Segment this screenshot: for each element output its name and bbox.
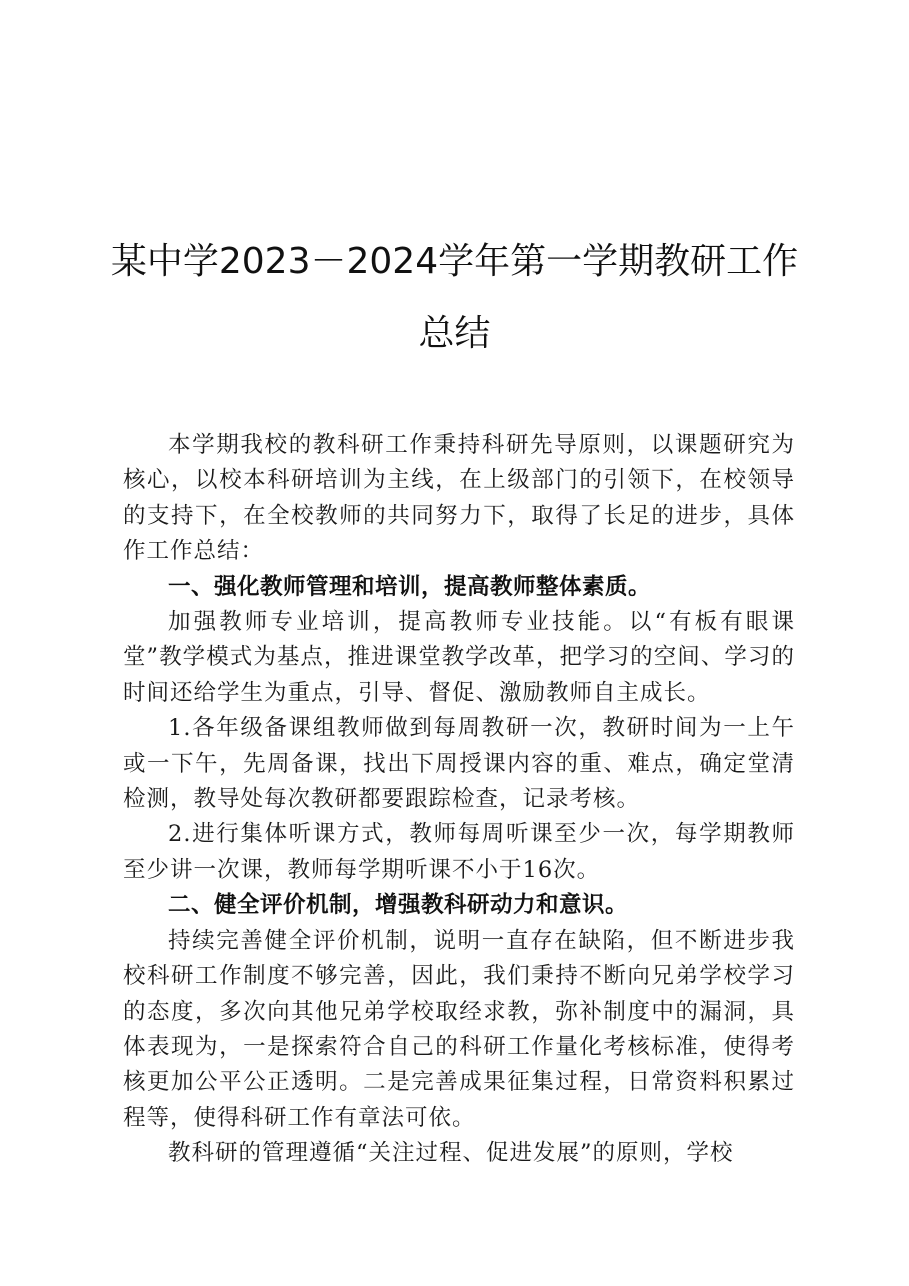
document-body bbox=[123, 428, 795, 1172]
section-heading-2: 二、健全评价机制，增强教科研动力和意识。 bbox=[168, 892, 629, 919]
section-2-paragraph: 持续完善健全评价机制，说明一直存在缺陷，但不断进步我校科研工作制度不够完善，因此，我们秉持不断向兄弟学校学习的态度，多次向其他兄弟学校取经求教，弥补制度中的漏洞，具体表现为，一是探索符合自己的科研工作量化考核标准，使得考核更加公平公正透明。二是完善成果征集过程，日常资料积累过程等，使得科研工作有章法可依。 bbox=[123, 927, 795, 1131]
section-1-item-2: 2.进行集体听课方式，教师每周听课至少一次，每学期教师至少讲一次课，教师每学期听课不小于16次。 bbox=[123, 821, 795, 883]
section-2-continuation-paragraph: 教科研的管理遵循“关注过程、促进发展”的原则，学校 bbox=[168, 1140, 734, 1167]
section-heading-1: 一、强化教师管理和培训，提高教师整体素质。 bbox=[168, 573, 652, 600]
section-1-paragraph: 加强教师专业培训，提高教师专业技能。以“有板有眼课堂”教学模式为基点，推进课堂教学改革，把学习的空间、学习的时间还给学生为重点，引导、督促、激励教师自主成长。 bbox=[123, 609, 795, 706]
document-title: 某中学2023－2024学年第一学期教研工作总结 bbox=[110, 241, 799, 354]
intro-paragraph: 本学期我校的教科研工作秉持科研先导原则，以课题研究为核心，以校本科研培训为主线，在上级部门的引领下，在校领导的支持下，在全校教师的共同努力下，取得了长足的进步，具体作工作总结： bbox=[123, 432, 795, 565]
section-1-item-1: 1.各年级备课组教师做到每周教研一次，教研时间为一上午或一下午，先周备课，找出下周授课内容的重、难点，确定堂清检测，教导处每次教研都要跟踪检查，记录考核。 bbox=[123, 715, 795, 813]
